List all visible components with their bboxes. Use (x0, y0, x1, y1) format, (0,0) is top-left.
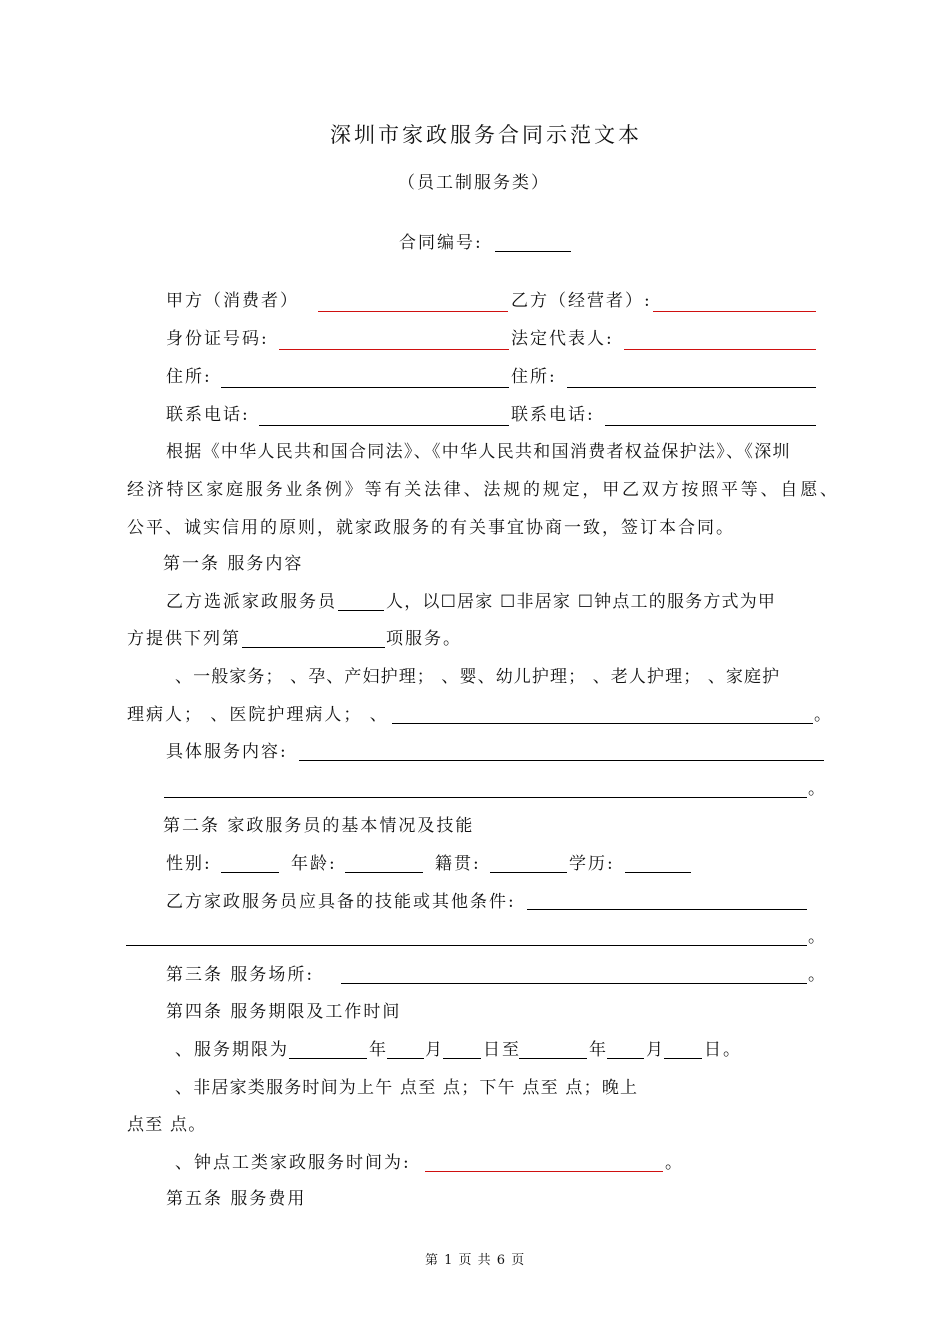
party-b-label: 乙方（经营者）: (511, 291, 652, 311)
party-a-id-label: 身份证号码: (166, 329, 269, 349)
period-mark: 。 (808, 965, 827, 985)
art1-line2-a: 方提供下列第 (127, 629, 241, 649)
month-label: 月 (425, 1040, 444, 1060)
party-a-id-field[interactable] (279, 349, 509, 350)
service-items-line-2: 理病人； 、医院护理病人； 、 (127, 705, 389, 725)
other-service-field[interactable] (392, 723, 813, 724)
party-a-address-field[interactable] (221, 387, 509, 388)
contract-number-label: 合同编号: (399, 233, 483, 253)
article-3-heading: 第三条 服务场所: (166, 965, 315, 985)
education-field[interactable] (625, 872, 691, 873)
origin-label: 籍贯: (435, 854, 481, 874)
party-b-rep-label: 法定代表人: (511, 329, 614, 349)
service-items-field[interactable] (242, 647, 385, 648)
party-b-phone-field[interactable] (605, 425, 816, 426)
page-footer: 第 1 页 共 6 页 (425, 1253, 526, 1268)
article-4-heading: 第四条 服务期限及工作时间 (166, 1002, 402, 1022)
year-label: 年 (369, 1040, 388, 1060)
period-mark: 。 (665, 1153, 684, 1173)
end-year-field[interactable] (519, 1058, 587, 1059)
age-label: 年龄: (291, 854, 337, 874)
service-detail-field-2[interactable] (164, 797, 807, 798)
service-detail-field[interactable] (299, 760, 824, 761)
art1-line1-a: 乙方选派家政服务员 (166, 592, 337, 612)
article-1-heading: 第一条 服务内容 (163, 554, 304, 574)
period-mark: 。 (808, 927, 827, 947)
preamble-line-1: 根据《中华人民共和国合同法》、《中华人民共和国消费者权益保护法》、《深圳 (166, 442, 791, 462)
party-a-phone-field[interactable] (259, 425, 509, 426)
period-mark: 。 (808, 779, 827, 799)
article-5-heading: 第五条 服务费用 (166, 1189, 307, 1209)
year-label: 年 (589, 1040, 608, 1060)
skills-field[interactable] (527, 909, 807, 910)
month-label: 月 (646, 1040, 665, 1060)
document-title: 深圳市家政服务合同示范文本 (330, 123, 642, 147)
service-location-field[interactable] (341, 983, 807, 984)
gender-label: 性别: (166, 854, 212, 874)
art1-line2-b: 项服务。 (386, 629, 462, 649)
document-subtitle: （员工制服务类） (398, 173, 550, 193)
start-year-field[interactable] (289, 1058, 367, 1059)
start-day-field[interactable] (443, 1058, 481, 1059)
age-field[interactable] (345, 872, 423, 873)
gender-field[interactable] (221, 872, 279, 873)
party-b-name-field[interactable] (653, 311, 816, 312)
start-month-field[interactable] (387, 1058, 424, 1059)
service-period-label: 、服务期限为 (175, 1040, 289, 1060)
service-detail-label: 具体服务内容: (166, 742, 288, 762)
preamble-line-2: 经济特区家庭服务业条例》等有关法律、法规的规定，甲乙双方按照平等、自愿、 (127, 480, 840, 500)
party-b-phone-label: 联系电话: (511, 405, 595, 425)
hourly-service-label: 、钟点工类家政服务时间为: (175, 1153, 411, 1173)
day-end-label: 日。 (704, 1040, 742, 1060)
non-resident-hours-line: 、非居家类服务时间为上午 点至 点；下午 点至 点；晚上 (175, 1078, 639, 1098)
contract-number-field[interactable] (495, 251, 571, 252)
staff-count-field[interactable] (338, 610, 384, 611)
party-b-address-field[interactable] (567, 387, 816, 388)
party-a-phone-label: 联系电话: (166, 405, 250, 425)
party-a-address-label: 住所: (166, 367, 212, 387)
skills-label: 乙方家政服务员应具备的技能或其他条件: (166, 892, 516, 912)
art1-line1-b: 人，以☐居家 ☐非居家 ☐钟点工的服务方式为甲 (386, 592, 777, 612)
origin-field[interactable] (490, 872, 567, 873)
hourly-service-field[interactable] (425, 1171, 663, 1172)
article-2-heading: 第二条 家政服务员的基本情况及技能 (163, 816, 475, 836)
period-mark: 。 (814, 705, 833, 725)
education-label: 学历: (569, 854, 615, 874)
service-items-line-1: 、一般家务； 、孕、产妇护理； 、婴、幼儿护理； 、老人护理； 、家庭护 (175, 667, 781, 687)
preamble-line-3: 公平、诚实信用的原则，就家政服务的有关事宜协商一致，签订本合同。 (127, 518, 735, 538)
end-day-field[interactable] (664, 1058, 702, 1059)
party-a-name-field[interactable] (318, 311, 508, 312)
skills-field-2[interactable] (126, 945, 807, 946)
party-a-label: 甲方（消费者） (166, 291, 299, 311)
party-b-rep-field[interactable] (624, 349, 816, 350)
party-b-address-label: 住所: (511, 367, 557, 387)
day-to-label: 日至 (483, 1040, 521, 1060)
non-resident-hours-line-2: 点至 点。 (127, 1115, 207, 1135)
end-month-field[interactable] (607, 1058, 644, 1059)
